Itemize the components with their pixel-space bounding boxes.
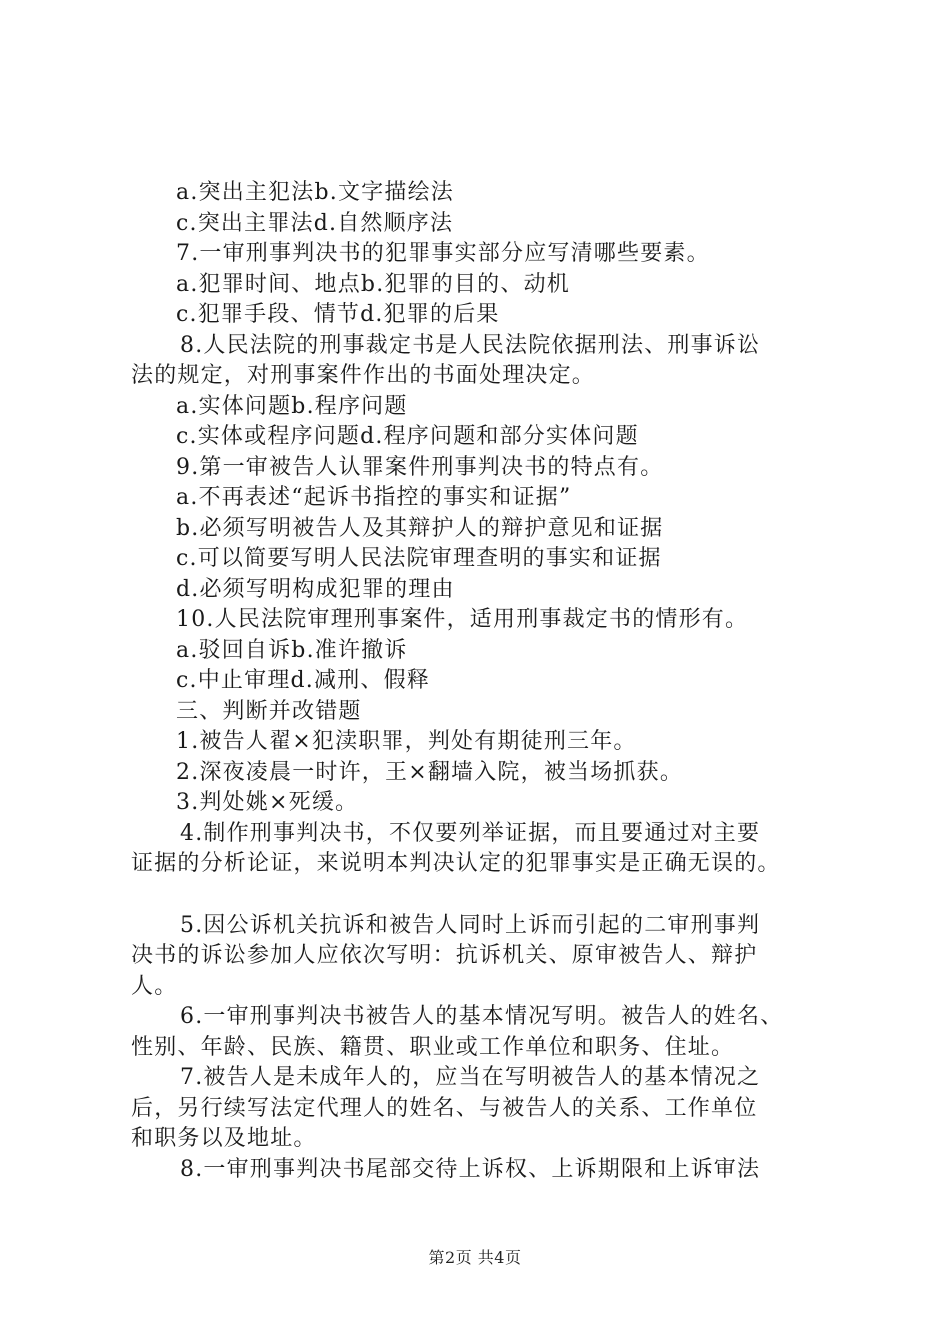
text-line: c.可以简要写明人民法院审理查明的事实和证据 <box>176 546 662 571</box>
text-line: a.突出主犯法b.文字描绘法 <box>176 180 454 205</box>
text-line: 7.一审刑事判决书的犯罪事实部分应写清哪些要素。 <box>176 241 710 266</box>
text-line: 8.一审刑事判决书尾部交待上诉权、上诉期限和上诉审法 <box>180 1156 761 1182</box>
text-line: c.实体或程序问题d.程序问题和部分实体问题 <box>176 424 639 449</box>
text-line: 4.制作刑事判决书，不仅要列举证据，而且要通过对主要 <box>180 820 761 846</box>
text-line: 法的规定，对刑事案件作出的书面处理决定。 <box>131 363 596 388</box>
document-body <box>131 178 851 1185</box>
page-number-footer: 第2页 共4页 <box>428 1248 522 1267</box>
text-line: a.不再表述“起诉书指控的事实和证据” <box>176 485 572 510</box>
text-line: c.犯罪手段、情节d.犯罪的后果 <box>176 302 500 327</box>
text-line: a.实体问题b.程序问题 <box>176 393 408 419</box>
text-line: 后，另行续写法定代理人的姓名、与被告人的关系、工作单位 <box>131 1095 758 1121</box>
text-line: 6.一审刑事判决书被告人的基本情况写明。被告人的姓名、 <box>180 1004 784 1029</box>
text-line: 3.判处姚×死缓。 <box>176 790 359 815</box>
text-line: 8.人民法院的刑事裁定书是人民法院依据刑法、刑事诉讼 <box>180 332 761 358</box>
text-line: 10.人民法院审理刑事案件，适用刑事裁定书的情形有。 <box>176 607 749 632</box>
text-line: 和职务以及地址。 <box>131 1126 317 1151</box>
blank-line <box>131 880 851 911</box>
text-line: d.必须写明构成犯罪的理由 <box>176 576 455 602</box>
text-line: c.中止审理d.减刑、假释 <box>176 668 430 693</box>
text-line: 性别、年龄、民族、籍贯、职业或工作单位和职务、住址。 <box>131 1034 735 1060</box>
text-line: 5.因公诉机关抗诉和被告人同时上诉而引起的二审刑事判 <box>180 912 761 938</box>
text-line: 决书的诉讼参加人应依次写明：抗诉机关、原审被告人、辩护 <box>131 943 758 968</box>
text-line: a.犯罪时间、地点b.犯罪的目的、动机 <box>176 271 570 297</box>
text-line: 9.第一审被告人认罪案件刑事判决书的特点有。 <box>176 454 664 480</box>
text-line: 1.被告人翟×犯渎职罪，判处有期徒刑三年。 <box>176 729 637 754</box>
text-line: 人。 <box>131 973 178 999</box>
text-line: c.突出主罪法d.自然顺序法 <box>176 210 454 236</box>
section-heading: 三、判断并改错题 <box>176 698 362 724</box>
text-line: a.驳回自诉b.准许撤诉 <box>176 637 408 663</box>
text-line: 2.深夜凌晨一时许，王×翻墙入院，被当场抓获。 <box>176 759 684 785</box>
text-line: 证据的分析论证，来说明本判决认定的犯罪事实是正确无误的。 <box>131 851 781 876</box>
text-line: b.必须写明被告人及其辩护人的辩护意见和证据 <box>176 515 664 541</box>
text-line: 7.被告人是未成年人的，应当在写明被告人的基本情况之 <box>180 1065 761 1090</box>
